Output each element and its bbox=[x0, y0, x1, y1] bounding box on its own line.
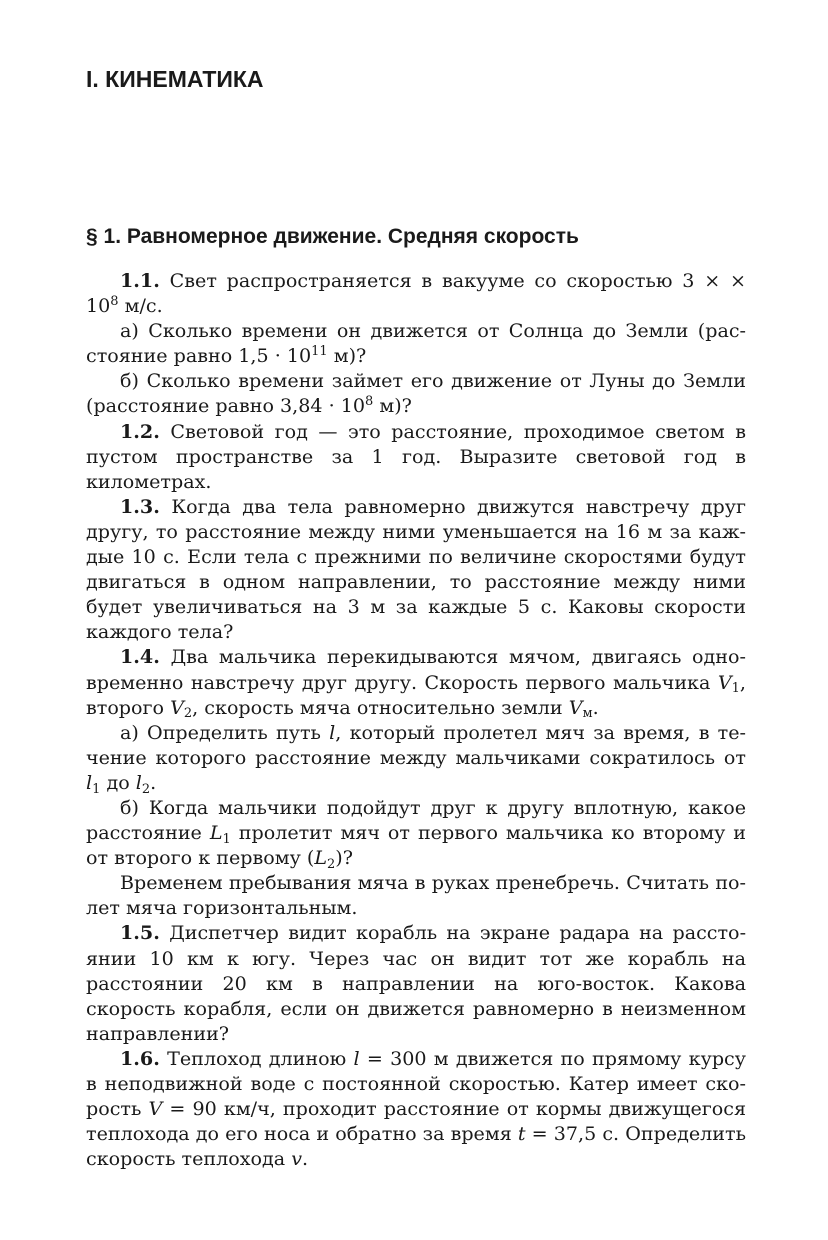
problem-number: 1.5. bbox=[120, 921, 160, 945]
problem-text: × 10 bbox=[86, 269, 746, 318]
exponent: 8 bbox=[110, 293, 119, 309]
problem-text: = 37,5 с. Определить скорость теплохода bbox=[86, 1122, 746, 1171]
problem-text: = 300 м движется по прямому курсу в неподвижной воде с постоянной скоростью. Катер имеет скорость bbox=[86, 1046, 746, 1121]
exponent: 8 bbox=[365, 394, 374, 410]
math-var: t bbox=[517, 1122, 526, 1146]
problem-1-4 bbox=[86, 644, 746, 722]
math-var: L bbox=[209, 821, 223, 845]
problem-text: Световой год — это расстояние, проходимое светом в пустом пространстве за 1 год. Выразите световой год в километрах. bbox=[86, 419, 746, 493]
subscript: м bbox=[582, 706, 593, 722]
problem-1-1 bbox=[86, 268, 746, 318]
math-var: l bbox=[86, 770, 93, 794]
subscript: 2 bbox=[141, 781, 151, 797]
problem-text: пролетит мяч от первого мальчика ко второму и от второго к первому ( bbox=[86, 821, 747, 870]
problem-text: . bbox=[592, 695, 599, 719]
problem-text: )? bbox=[335, 846, 353, 870]
problem-text: м)? bbox=[327, 344, 367, 368]
math-var: V bbox=[148, 1097, 163, 1121]
section-title: § 1. Равномерное движение. Средняя скорость bbox=[86, 225, 579, 248]
problem-1-6 bbox=[86, 1046, 746, 1171]
problem-text: б) Когда мальчики подойдут друг к другу вплотную, какое расстояние bbox=[86, 795, 746, 845]
subscript: 1 bbox=[731, 681, 740, 697]
problems-text bbox=[86, 268, 746, 1171]
problem-number: 1.3. bbox=[120, 494, 160, 518]
problem-text: . bbox=[302, 1147, 309, 1171]
subscript: 1 bbox=[92, 781, 101, 797]
problem-number: 1.6. bbox=[120, 1046, 160, 1070]
exponent: 11 bbox=[311, 344, 328, 360]
math-var: V bbox=[568, 695, 583, 719]
subscript: 2 bbox=[327, 857, 336, 873]
problem-1-1-a bbox=[86, 318, 746, 368]
problem-number: 1.1. bbox=[120, 269, 160, 292]
math-var: l bbox=[329, 720, 336, 744]
problem-1-4-b bbox=[86, 795, 747, 873]
problem-text: до bbox=[100, 770, 136, 794]
problem-text: , скорость мяча относительно земли bbox=[192, 695, 569, 719]
problem-text: . bbox=[150, 770, 157, 794]
problem-1-3 bbox=[86, 494, 746, 645]
problem-1-5 bbox=[86, 920, 746, 1045]
math-var: v bbox=[291, 1147, 303, 1171]
math-var: L bbox=[314, 846, 328, 870]
problem-text: Теплоход длиною bbox=[167, 1046, 354, 1070]
problem-text: а) Определить путь bbox=[120, 720, 330, 744]
chapter-title: I. КИНЕМАТИКА bbox=[86, 66, 264, 92]
problem-text: б) Сколько времени займет его движение от Луны до Земли (расстояние равно 3,84 · 10 bbox=[86, 369, 746, 418]
problem-text: Когда два тела равномерно движутся навстречу друг другу, то расстояние между ними уменьшается на 16 м за каждые 10 с. Если тела с прежними по величине скоростями будут двигаться в одном направлении, то расстояние между ними будет увеличиваться на 3 м за каждые 5 с. Каковы скорости каждого тела? bbox=[86, 494, 746, 644]
problem-1-4-a bbox=[86, 720, 746, 795]
problem-1-4-note bbox=[86, 870, 746, 920]
problem-text: Временем пребывания мяча в руках пренебречь. Считать полет мяча горизонтальным. bbox=[86, 871, 746, 920]
subscript: 2 bbox=[183, 706, 193, 722]
problem-number: 1.2. bbox=[120, 419, 160, 443]
problem-text: Свет распространяется в вакууме со скоростью 3 × bbox=[169, 269, 721, 292]
problem-1-1-b bbox=[86, 368, 746, 418]
problem-1-2 bbox=[86, 419, 746, 494]
problem-number: 1.4. bbox=[120, 645, 160, 669]
math-var: l bbox=[135, 770, 142, 794]
math-var: V bbox=[717, 670, 732, 694]
problem-text: а) Сколько времени он движется от Солнца до Земли (расстояние равно 1,5 · 10 bbox=[86, 319, 746, 368]
math-var: l bbox=[353, 1046, 360, 1070]
problem-text: , который пролетел мяч за время, в течение которого расстояние между мальчиками сократилось от bbox=[86, 720, 746, 769]
problem-text: м)? bbox=[373, 394, 412, 418]
problem-text: Диспетчер видит корабль на экране радара на расстоянии 10 км к югу. Через час он видит тот же корабль на расстоянии 20 км в направлении на юго-восток. Какова скорость корабля, если он движется равномерно в неизменном направлении? bbox=[86, 921, 747, 1045]
math-var: V bbox=[170, 695, 184, 719]
problem-text: = 90 км/ч, проходит расстояние от кормы движущегося теплохода до его носа и обратно за время bbox=[86, 1097, 746, 1146]
problem-text: м/с. bbox=[118, 294, 163, 318]
problem-text: Два мальчика перекидываются мячом, двигаясь одновременно навстречу друг другу. Скорость первого мальчика bbox=[86, 645, 746, 694]
subscript: 1 bbox=[222, 831, 231, 847]
problem-text: , второго bbox=[86, 670, 746, 719]
